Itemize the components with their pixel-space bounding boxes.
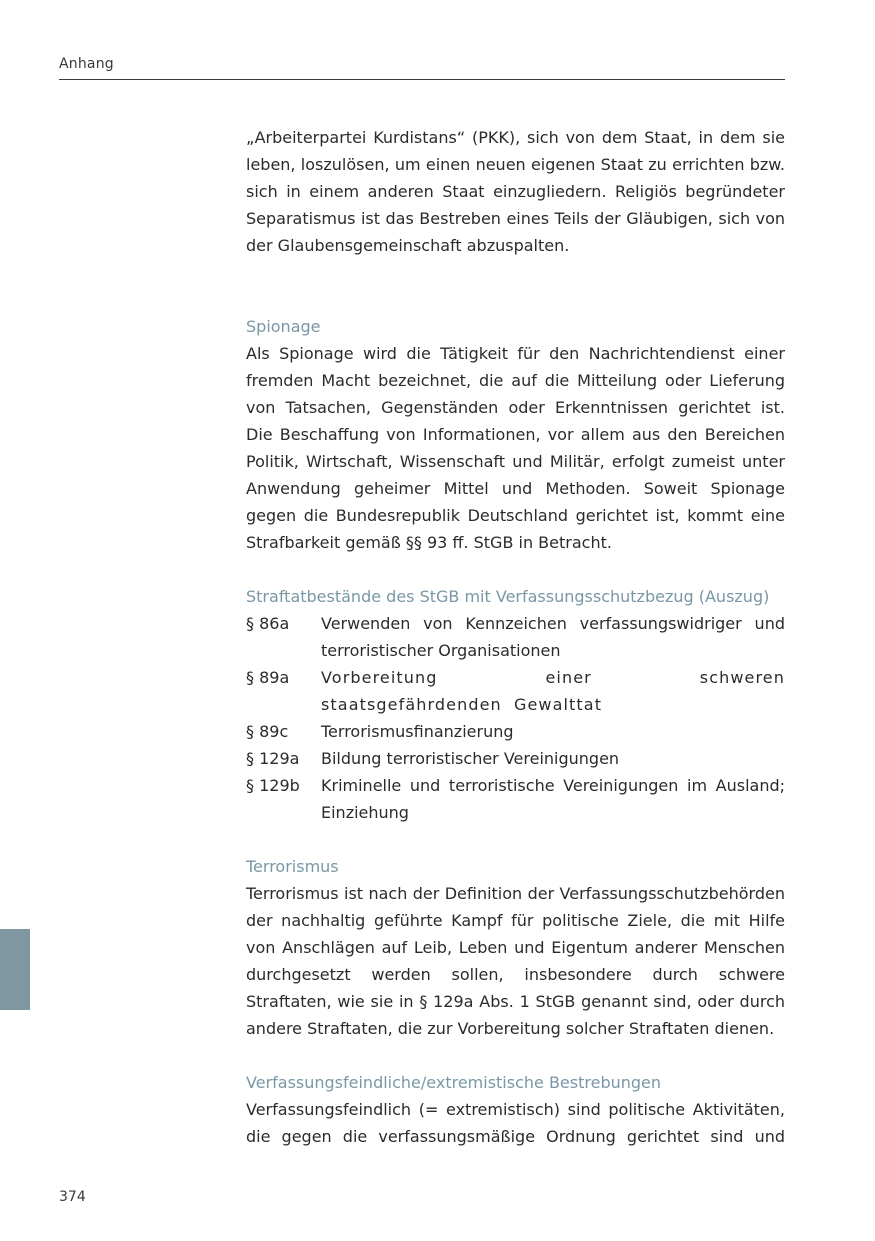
law-description: Vorbereitung einer schweren staatsgefährdenden Gewalttat	[321, 668, 785, 714]
heading-terrorismus: Terrorismus	[246, 857, 339, 876]
header-rule	[59, 79, 785, 80]
law-number: § 129b	[246, 776, 300, 795]
section-spacer	[246, 259, 785, 313]
law-description: Kriminelle und terroristische Vereinigungen im Ausland; Einziehung	[321, 776, 785, 822]
law-item	[246, 718, 785, 745]
law-number: § 129a	[246, 749, 300, 768]
verfassungsfeindlich-paragraph: Verfassungsfeindlich (= extremistisch) sind politische Aktivitäten, die gegen die verfassungsmäßige Ordnung gerichtet sind und	[246, 1100, 785, 1146]
law-description: Bildung terroristischer Vereinigungen	[321, 749, 620, 768]
law-description: Terrorismusfinanzierung	[321, 722, 514, 741]
heading-spionage: Spionage	[246, 317, 321, 336]
chapter-side-tab	[0, 929, 30, 1010]
spionage-paragraph: Als Spionage wird die Tätigkeit für den Nachrichtendienst einer fremden Macht bezeichnet, die auf die Mitteilung oder Lieferung von Tatsachen, Gegenständen oder Erkenntnissen gerichtet ist. Die Beschaffung von Informationen, vor allem aus den Bereichen Politik, Wirtschaft, Wissenschaft und Militär, erfolgt zumeist unter Anwendung geheimer Mittel und Methoden. Soweit Spionage gegen die Bundesrepublik Deutschland gerichtet ist, kommt eine Strafbarkeit gemäß §§ 93 ff. StGB in Betracht.	[246, 344, 785, 552]
heading-straftatbestaende: Straftatbestände des StGB mit Verfassungsschutzbezug (Auszug)	[246, 587, 770, 606]
law-item	[246, 610, 785, 664]
terrorismus-paragraph: Terrorismus ist nach der Definition der Verfassungsschutzbehörden der nachhaltig geführte Kampf für politische Ziele, die mit Hilfe von Anschlägen auf Leib, Leben und Eigentum anderer Menschen durchgesetzt werden sollen, insbesondere durch schwere Straftaten, wie sie in § 129a Abs. 1 StGB genannt sind, oder durch andere Straftaten, die zur Vorbereitung solcher Straftaten dienen.	[246, 884, 785, 1038]
section-spacer	[246, 1042, 785, 1069]
intro-paragraph: „Arbeiterpartei Kurdistans“ (PKK), sich von dem Staat, in dem sie leben, loszulösen, um einen neuen eigenen Staat zu errichten bzw. sich in einem anderen Staat einzugliedern. Religiös begründeter Separatismus ist das Bestreben eines Teils der Gläubigen, sich von der Glaubensgemeinschaft abzuspalten.	[246, 128, 785, 255]
law-description: Verwenden von Kennzeichen verfassungswidriger und terroristischer Organisationen	[321, 614, 785, 660]
law-item	[246, 664, 785, 718]
main-content	[246, 124, 785, 1150]
law-number: § 86a	[246, 614, 290, 633]
page-number: 374	[59, 1189, 86, 1205]
section-spacer	[246, 826, 785, 853]
heading-verfassungsfeindlich: Verfassungsfeindliche/extremistische Bestrebungen	[246, 1073, 662, 1092]
law-number: § 89a	[246, 668, 290, 687]
running-head: Anhang	[59, 56, 114, 72]
section-spacer	[246, 556, 785, 583]
law-item	[246, 745, 785, 772]
law-item	[246, 772, 785, 826]
law-number: § 89c	[246, 722, 289, 741]
law-list	[246, 610, 785, 826]
